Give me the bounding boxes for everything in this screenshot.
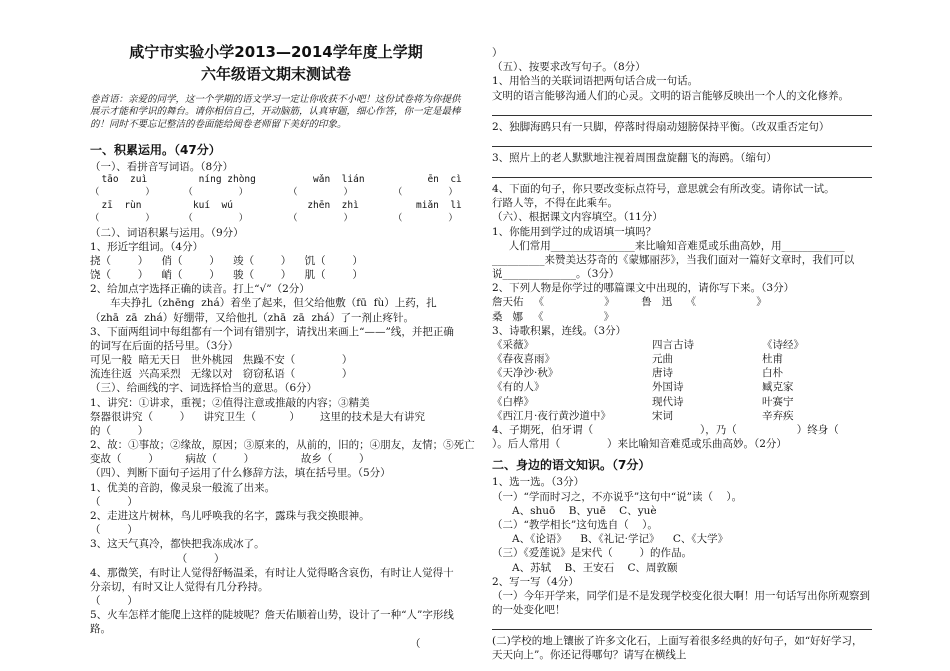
q4-3-text: 3、这天气真冷，都快把我冻成冰了。 [90, 538, 265, 551]
poem-author[interactable]: 杜甫 [762, 353, 783, 366]
poem-author[interactable]: 辛弃疾 [762, 409, 794, 422]
q2-3-row-b[interactable]: 流连往返 兴高采烈 无缘以对 窃窃私语（ ） [90, 368, 353, 381]
q3-1-text: 1、讲究：①讲求，重视；②值得注意或推敲的内容；③精美 [90, 396, 370, 409]
q6-4-text-cont[interactable]: ）。后人常用（ ）来比喻知音难觅或乐曲高妙。（2分） [492, 438, 787, 451]
section-1-heading: 一、积累运用。（47分） [90, 142, 221, 157]
poem-author[interactable]: 叶赛宁 [762, 395, 794, 408]
s2-2-q1-answer-line[interactable] [492, 619, 872, 630]
q6-1-line-c[interactable]: 说______________。（3分） [492, 268, 620, 281]
q6-1-line-b[interactable]: __________来赞美达芬奇的《蒙娜丽莎》，当我们面对一篇好文章时，我们可以 [492, 253, 855, 266]
poem-author[interactable]: 《诗经》 [762, 338, 804, 351]
title-line-1: 咸宁市实验小学2013—2014学年度上学期 [129, 43, 423, 61]
q1-answer-row-2[interactable]: （ ） （ ） （ ） （ ） [90, 212, 458, 224]
poem-era[interactable]: 元曲 [652, 353, 673, 366]
s2-1-q2[interactable]: （二）“教学相长”这句选自（ ）。 [492, 519, 658, 531]
left-column [90, 42, 475, 651]
poem-author[interactable]: 臧克家 [762, 381, 794, 394]
q4-2-answer[interactable]: （ ） [90, 524, 138, 537]
title-line-2: 六年级语文期末测试卷 [200, 64, 351, 83]
s2-1-q1-options[interactable]: A、shuō B、yuē C、yuè [492, 504, 657, 517]
poem-author[interactable]: 白朴 [762, 367, 783, 380]
q2-1-row-b[interactable]: 饶（ ） 峭（ ） 骏（ ） 肌（ ） [90, 269, 363, 282]
q4-1-text: 1、优美的音韵，像灵泉一般流了出来。 [90, 481, 276, 494]
q6-2-row-a[interactable]: 詹天佑 《 》 鲁 迅 《 》 [492, 296, 767, 309]
q6-3-text: 3、诗歌积累，连线。（3分） [492, 324, 627, 337]
s2-1-q3[interactable]: （三）《爱莲说》是宋代（ ）的作品。 [492, 547, 692, 560]
q4-5-answer-open[interactable]: （ [410, 637, 421, 650]
s2-2-q2: (二)学校的地上镶嵌了许多文化石，上面写着很多经典的好句子，如“好好学习， [492, 635, 863, 648]
poem-era[interactable]: 宋词 [652, 409, 673, 422]
intro-text: 卷首语：亲爱的同学，这一个学期的语文学习一定让你收获不小吧！这份试卷将为你提供展示才能和学识的舞台。请你相信自己，开动脑筋，认真审题，细心作答，你一定是最棒的！同时不要忘记整洁的卷面能给阅卷老师留下美好的印象。 [90, 93, 461, 131]
q1-answer-row-1[interactable]: （ ） （ ） （ ） （ ） [90, 187, 458, 199]
poem-title[interactable]: 《有的人》 [492, 381, 545, 394]
poem-title[interactable]: 《天净沙·秋》 [492, 367, 559, 380]
q2-title: （二）、词语积累与运用。（9分） [90, 226, 244, 239]
s2-1-text: 1、选一选。（3分） [492, 476, 585, 489]
poem-title[interactable]: 《春夜喜雨》 [492, 353, 555, 366]
section-2-heading: 二、身边的语文知识。（7分） [492, 458, 651, 473]
q1-pinyin-row-2: zī rùn kuí wú zhēn zhì miǎn lì [90, 199, 462, 211]
q5-2-answer-line[interactable] [492, 136, 872, 147]
q2-1-text: 1、形近字组词。（4分） [90, 240, 204, 253]
q6-4-text[interactable]: 4、子期死，伯牙谓（ ），乃（ ）终身（ [492, 423, 839, 436]
q5-4-sentence: 行路人等，不得在此乘车。 [492, 197, 618, 210]
q4-5-answer-close[interactable]: ） [492, 47, 503, 59]
q2-3-row-a[interactable]: 可见一般 暗无天日 世外桃园 焦躁不安（ ） [90, 354, 353, 367]
q6-1-text: 1、你能用到学过的成语填一填吗？ [492, 225, 657, 238]
q3-2-row-a[interactable]: 变故（ ） 病故（ ） 故乡（ ） [90, 453, 370, 466]
q5-1-text: 1、用恰当的关联词语把两句话合成一句话。 [492, 75, 699, 88]
q5-1-answer-line[interactable] [492, 105, 872, 116]
q5-3-answer-line[interactable] [492, 167, 872, 178]
q4-5-text: 5、火车怎样才能爬上这样的陡坡呢？詹天佑顺着山势，设计了一种“人”字形线路。 [90, 609, 454, 636]
q5-4-text: 4、下面的句子，你只要改变标点符号，意思就会有所改变。请你试一试。 [492, 183, 835, 196]
q6-1-line-a[interactable]: 人们常用________________来比喻知音难觅或乐曲高妙，用____________ [492, 239, 845, 252]
poem-era[interactable]: 四言古诗 [652, 338, 694, 351]
poem-title[interactable]: 《西江月·夜行黄沙道中》 [492, 409, 611, 422]
q3-title: （三）、给画线的字、词选择恰当的意思。（6分） [90, 382, 318, 395]
s2-2-text: 2、写一写（4分） [492, 575, 579, 588]
q4-2-text: 2、走进这片树林，鸟儿呼唤我的名字，露珠与我交换眼神。 [90, 509, 370, 522]
poem-era[interactable]: 现代诗 [652, 395, 684, 408]
q6-title: （六）、根据课文内容填空。（11分） [492, 211, 663, 224]
q2-2-text: 2、给加点字选择正确的读音。打上“√”（2分） [90, 283, 310, 296]
poem-matching-table [492, 338, 872, 423]
q5-1-sentence: 文明的语言能够沟通人们的心灵。文明的语言能够反映出一个人的文化修养。 [492, 89, 849, 102]
q1-title: （一）、看拼音写词语。（8分） [90, 161, 234, 174]
q3-1-row-b[interactable]: 的（ ） [90, 424, 149, 437]
s2-2-q2-cont: 天天向上”。你还记得哪句？请写在横线上 [492, 649, 687, 662]
s2-1-q3-options[interactable]: A、苏轼 B、王安石 C、周敦颐 [492, 561, 678, 574]
right-column [492, 46, 872, 663]
q2-3-text: 3、下面两组词中每组都有一个词有错别字，请找出来画上“——”线，并把正确的词写在后面的括号里。（3分） [90, 325, 454, 352]
q5-title: （五）、按要求改写句子。（8分） [492, 61, 646, 74]
q6-2-text: 2、下列人物是你学过的哪篇课文中出现的，请你写下来。（3分） [492, 282, 795, 295]
q5-2-text: 2、独脚海鸥只有一只脚，停落时得扇动翅膀保持平衡。（改双重否定句） [492, 120, 830, 133]
q4-3-answer[interactable]: （ ） [90, 552, 225, 565]
q4-4-answer[interactable]: （ ） [90, 595, 138, 608]
q6-2-row-b[interactable]: 桑 娜 《 》 [492, 310, 615, 323]
q3-2-text: 2、故：①事故；②缘故，原因；③原来的，从前的，旧的；④朋友，友情；⑤死亡 [90, 439, 475, 452]
s2-1-q2-options[interactable]: A、《论语》 B、《礼记·学记》 C、《大学》 [492, 533, 729, 546]
q4-4-text: 4、那微笑，有时让人觉得舒畅温柔，有时让人觉得略含哀伤，有时让人觉得十分亲切，有时又让人觉得有几分矜持。 [90, 566, 454, 593]
q4-1-answer[interactable]: （ ） [90, 495, 138, 508]
q2-2-row-b[interactable]: （zhā zā zhá）好绷带，又给他扎（zhā zā zhá）了一剂止疼针。 [90, 311, 415, 324]
poem-era[interactable]: 唐诗 [652, 367, 673, 380]
poem-title[interactable]: 《白桦》 [492, 395, 534, 408]
q5-3-text: 3、照片上的老人默默地注视着周围盘旋翻飞的海鸥。（缩句） [492, 151, 777, 164]
s2-2-q1: （一）今年开学来，同学们是不是发现学校变化很大啊！用一句话写出你所观察到的一处变化吧！ [492, 589, 870, 617]
q4-title: （四）、判断下面句子运用了什么修辞方法，填在括号里。（5分） [90, 467, 391, 480]
exam-title [90, 42, 462, 86]
poem-title[interactable]: 《采薇》 [492, 338, 534, 351]
poem-era[interactable]: 外国诗 [652, 381, 684, 394]
s2-1-q1[interactable]: （一）“学而时习之，不亦说乎”这句中“说”读（ ）。 [492, 490, 743, 503]
q2-2-row-a[interactable]: 车夫挣扎（zhēng zhá）着坐了起来，但父给他敷（fū fù）上药，扎 [90, 297, 437, 310]
q3-1-row-a[interactable]: 祭器很讲究（ ） 讲究卫生（ ） 这里的技术是大有讲究 [90, 410, 425, 423]
q1-pinyin-row-1: tāo zuì níng zhòng wǎn lián ēn cì [90, 174, 462, 186]
q2-1-row-a[interactable]: 挠（ ） 俏（ ） 竣（ ） 饥（ ） [90, 254, 363, 267]
